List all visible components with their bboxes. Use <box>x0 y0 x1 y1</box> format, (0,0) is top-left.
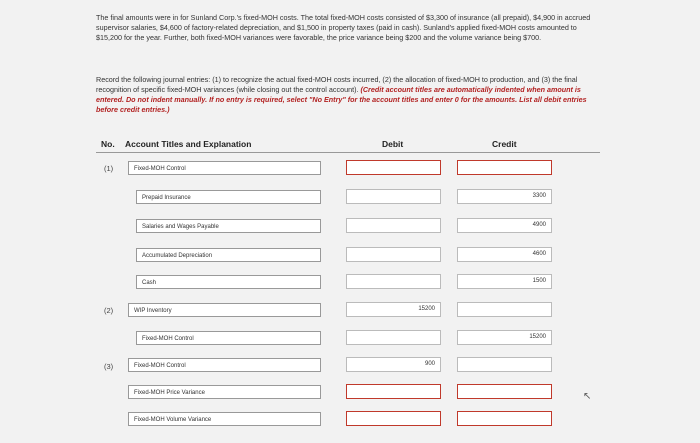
credit-input[interactable]: 15200 <box>457 330 552 345</box>
account-select[interactable]: Prepaid Insurance <box>136 190 321 204</box>
credit-input[interactable]: 4600 <box>457 247 552 262</box>
header-account: Account Titles and Explanation <box>125 139 252 149</box>
account-select[interactable]: WIP Inventory <box>128 303 321 317</box>
debit-input[interactable]: 15200 <box>346 302 441 317</box>
journal-instructions <box>96 75 596 115</box>
header-debit: Debit <box>382 139 404 149</box>
credit-input[interactable] <box>457 411 552 426</box>
credit-input[interactable]: 1500 <box>457 274 552 289</box>
debit-input[interactable]: 900 <box>346 357 441 372</box>
header-no: No. <box>101 139 115 149</box>
debit-input[interactable] <box>346 189 441 204</box>
debit-input[interactable] <box>346 411 441 426</box>
entry-number: (2) <box>104 306 114 315</box>
account-select[interactable]: Accumulated Depreciation <box>136 248 321 262</box>
credit-input[interactable] <box>457 302 552 317</box>
instructions-note: (Credit account titles are automatically indented when amount is entered. Do not indent manually. If no entry is required, select "No Entry" for the account titles and enter 0 for the amounts. List all debit entries before credit entries.) <box>96 85 587 114</box>
header-divider <box>96 152 600 153</box>
account-select[interactable]: Cash <box>136 275 321 289</box>
credit-input[interactable] <box>457 384 552 399</box>
entry-number: (1) <box>104 164 114 173</box>
debit-input[interactable] <box>346 247 441 262</box>
account-select[interactable]: Salaries and Wages Payable <box>136 219 321 233</box>
credit-input[interactable] <box>457 160 552 175</box>
debit-input[interactable] <box>346 330 441 345</box>
debit-input[interactable] <box>346 384 441 399</box>
credit-input[interactable]: 3300 <box>457 189 552 204</box>
debit-input[interactable] <box>346 218 441 233</box>
credit-input[interactable] <box>457 357 552 372</box>
debit-input[interactable] <box>346 160 441 175</box>
header-credit: Credit <box>492 139 517 149</box>
account-select[interactable]: Fixed-MOH Volume Variance <box>128 412 321 426</box>
instructions-text: Record the following journal entries: (1) to recognize the actual fixed-MOH costs incurred, (2) the allocation of fixed-MOH to production, and (3) the final recognition of specific fixed-MOH variances (while closing out the control account). <box>96 75 578 94</box>
problem-description: The final amounts were in for Sunland Corp.'s fixed-MOH costs. The total fixed-MOH costs consisted of $3,300 of insurance (all prepaid), $4,900 in accrued supervisor salaries, $4,600 of factory-related depreciation, and $1,500 in property taxes (paid in cash). Sunland's applied fixed-MOH costs amounted to $15,200 for the year. Further, both fixed-MOH variances were favorable, the price variance being $200 and the volume variance being $700. <box>96 13 591 42</box>
entry-number: (3) <box>104 362 114 371</box>
mouse-cursor-icon: ↖ <box>583 391 592 402</box>
credit-input[interactable]: 4900 <box>457 218 552 233</box>
account-select[interactable]: Fixed-MOH Price Variance <box>128 385 321 399</box>
account-select[interactable]: Fixed-MOH Control <box>128 161 321 175</box>
debit-input[interactable] <box>346 274 441 289</box>
account-select[interactable]: Fixed-MOH Control <box>136 331 321 345</box>
account-select[interactable]: Fixed-MOH Control <box>128 358 321 372</box>
